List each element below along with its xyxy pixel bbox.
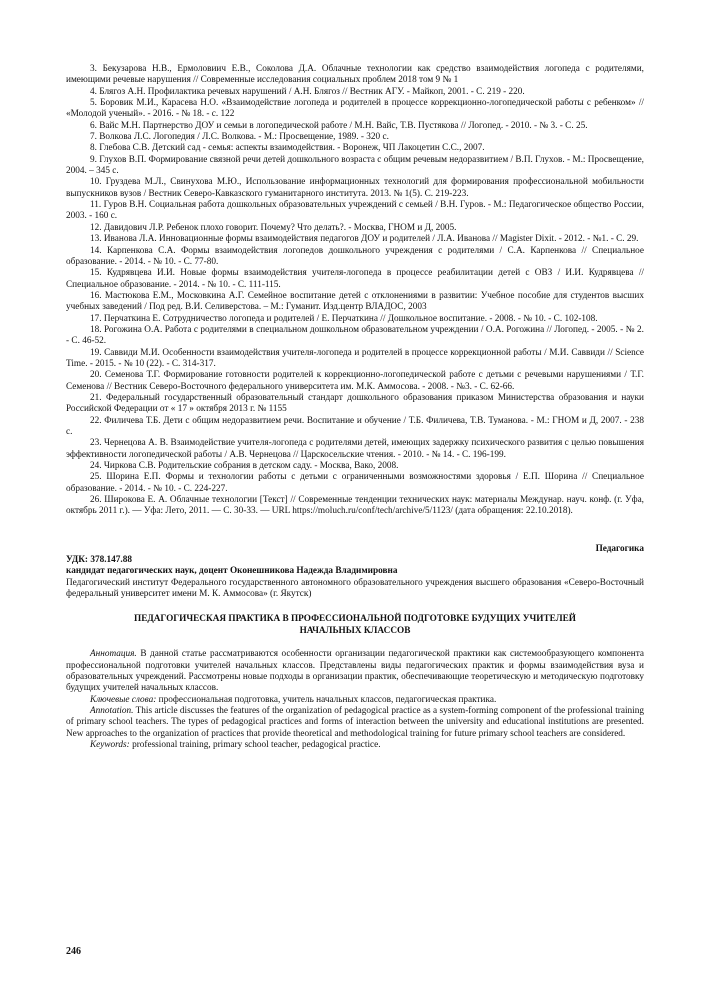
article-title: ПЕДАГОГИЧЕСКАЯ ПРАКТИКА В ПРОФЕССИОНАЛЬНОЙ ПОДГОТОВКЕ БУДУЩИХ УЧИТЕЛЕЙ НАЧАЛЬНЫХ КЛАССОВ [134, 614, 576, 636]
udk-code: УДК: 378.147.88 [66, 555, 132, 566]
author-line: кандидат педагогических наук, доцент Оконешникова Надежда Владимировна [66, 566, 398, 577]
reference-item: 26. Широкова Е. А. Облачные технологии [Текст] // Современные тенденции технических наук: материалы Междунар. науч. конф. (г. Уфа, октябрь 2011 г.). — Уфа: Лето, 2011. — С. 30-33. — URL https://moluch.ru/conf/tech/archive/5/1123/ (дата обращения: 22.10.2018). [66, 495, 644, 517]
reference-item: 14. Карпенкова С.А. Формы взаимодействия логопедов дошкольного учреждения с родителями / С.А. Карпенкова // Специальное образование. - 2014. - № 10. - С. 77-80. [66, 245, 644, 267]
reference-item: 3. Бекузарова Н.В., Ермоловиич Е.В., Соколова Д.А. Облачные технологии как средство взаимодействия логопеда с родителями, имеющими речевые нарушения // Современные исследования социальных проблем 2018 том 9 № 1 [66, 64, 644, 86]
page-content [66, 64, 644, 751]
reference-item: 19. Саввиди М.И. Особенности взаимодействия учителя-логопеда и родителей в процессе коррекционной работы / М.И. Саввиди // Science Time. - 2015. - № 10 (22). - С. 314-317. [66, 347, 644, 369]
abstract-en-label: Annotation. [90, 705, 134, 716]
reference-item: 16. Мастюкова Е.М., Московкина А.Г. Семейное воспитание детей с отклонениями в развитии: Учебное пособие для студентов высших учебных заведений / Под ред. В.И. Селиверстова. – М.: Гуманит. Изд.центр ВЛАДОС, 2003 [66, 290, 644, 313]
abstract-ru-label: Аннотация. [90, 649, 137, 660]
keywords-en-label: Keywords: [90, 739, 130, 750]
reference-item: 10. Груздева М.Л., Свинухова М.Ю., Использование информационных технологий для формирования профессиональной мобильности выпускников вузов / Вестник Северо-Кавказского гуманитарного института. 2013. № 1(5). С. 219-223. [66, 177, 644, 199]
abstract-ru-text: В данной статье рассматриваются особенности организации педагогической практики как системообразующего компонента профессиональной подготовки учителей начальных классов. Представлены виды педагогических практик и формы взаимодействия вуза и образовательных учреждений. Рассмотрены новые подходы в организации практик, обеспечивающие теоретическую и методическую подготовку будущих учителей начальных классов. [66, 649, 644, 694]
abstract-en [66, 706, 644, 740]
abstract-ru [66, 649, 644, 694]
reference-item: 13. Иванова Л.А. Инновационные формы взаимодействия педагогов ДОУ и родителей / Л.А. Иванова // Magister Dixit. - 2012. - №1. - С. 29. [90, 234, 639, 245]
keywords-ru [66, 695, 644, 706]
reference-item: 21. Федеральный государственный образовательный стандарт дошкольного образования приказом Министерства образования и науки Российской Федерации от « 17 » октября 2013 г. № 1155 [66, 392, 644, 415]
abstract-en-text: This article discusses the features of the organization of pedagogical practice as a system-forming component of the professional training of primary school teachers. The types of pedagogical practices and forms of interaction between the university and educational institutions are presented. New approaches to the organization of practices that provide theoretical and methodological training for future primary school teachers are considered. [66, 705, 644, 739]
section-heading: Педагогика [595, 543, 644, 554]
keywords-ru-text: профессиональная подготовка, учитель начальных классов, педагогическая практика. [158, 694, 497, 705]
affiliation: Педагогический институт Федерального государственного автономного образовательного учреждения высшего образования «Северо-Восточный федеральный университет имени М. К. Аммосова» (г. Якутск) [66, 577, 644, 600]
keywords-en [66, 740, 644, 751]
reference-item: 6. Вайс М.Н. Партнерство ДОУ и семьи в логопедической работе / М.Н. Вайс, Т.В. Пустякова // Логопед. - 2010. - № 3. - С. 25. [90, 120, 588, 131]
reference-item: 5. Боровик М.И., Карасева Н.О. «Взаимодействие логопеда и родителей в процессе коррекционно-логопедической работы с ребенком» // «Молодой ученый». - 2016. - № 18. - с. 122 [66, 98, 644, 120]
reference-item: 18. Рогожина О.А. Работа с родителями в специальном дошкольном образовательном учреждении / О.А. Рогожина // Логопед. - 2005. - № 2. - С. 46-52. [66, 324, 644, 347]
reference-item: 7. Волкова Л.С. Логопедия / Л.С. Волкова. - М.: Просвещение, 1989. - 320 с. [90, 132, 389, 143]
reference-item: 15. Кудрявцева И.И. Новые формы взаимодействия учителя-логопеда в процессе реабилитации детей с ОВЗ / И.И. Кудрявцева // Специальное образование. - 2014. - № 10. - С. 111-115. [66, 268, 644, 290]
reference-item: 24. Чиркова С.В. Родительские собрания в детском саду. - Москва, Вако, 2008. [90, 461, 399, 472]
keywords-en-text: professional training, primary school teacher, pedagogical practice. [132, 739, 381, 750]
reference-item: 20. Семенова Т.Г. Формирование готовности родителей к коррекционно-логопедической работе с детьми с речевыми нарушениями / Т.Г. Семенова // Вестник Северо-Восточного федерального университета им. М.К. Аммосова. - 2008. - №3. - С. 62-66. [66, 370, 644, 392]
keywords-ru-label: Ключевые слова: [90, 694, 157, 705]
reference-item: 22. Филичева Т.Б. Дети с общим недоразвитием речи. Воспитание и обучение / Т.Б. Филичева, Т.В. Туманова. - М.: ГНОМ и Д, 2007. - 238 с. [66, 415, 644, 437]
reference-item: 23. Чернецова А. В. Взаимодействие учителя-логопеда с родителями детей, имеющих задержку психического развития с целью повышения эффективности логопедической работы / А.В. Чернецова // Царскосельские чтения. - 2010. - № 14. - С. 196-199. [66, 438, 644, 460]
reference-item: 12. Давидович Л.Р. Ребенок плохо говорит. Почему? Что делать?. - Москва, ГНОМ и Д, 2005. [90, 222, 457, 233]
reference-item: 9. Глухов В.П. Формирование связной речи детей дошкольного возраста с общим речевым недоразвитием / В.П. Глухов. - М.: Просвещение, 2004. – 345 с. [66, 154, 644, 177]
reference-item: 25. Шорина Е.П. Формы и технологии работы с детьми с ограниченными возможностями здоровья / Е.П. Шорина // Специальное образование. - 2014. - № 10. - С. 224-227. [66, 472, 644, 494]
reference-item: 8. Глебова С.В. Детский сад - семья: аспекты взаимодействия. - Воронеж, ЧП Лакоцетин С.С., 2007. [90, 143, 485, 154]
page-number: 246 [66, 946, 81, 957]
reference-item: 4. Блягоз А.Н. Профилактика речевых нарушений / А.Н. Блягоз // Вестник АГУ. - Майкоп, 2001. - С. 219 - 220. [90, 86, 525, 97]
reference-list [66, 64, 644, 518]
reference-item: 11. Гуров В.Н. Социальная работа дошкольных образовательных учреждений с семьей / В.Н. Гуров. - М.: Педагогическое общество России, 2003. - 160 с. [66, 200, 644, 222]
reference-item: 17. Перчаткина Е. Сотрудничество логопеда и родителей / Е. Перчаткина // Дошкольное воспитание. - 2008. - № 10. - С. 102-108. [90, 313, 598, 324]
